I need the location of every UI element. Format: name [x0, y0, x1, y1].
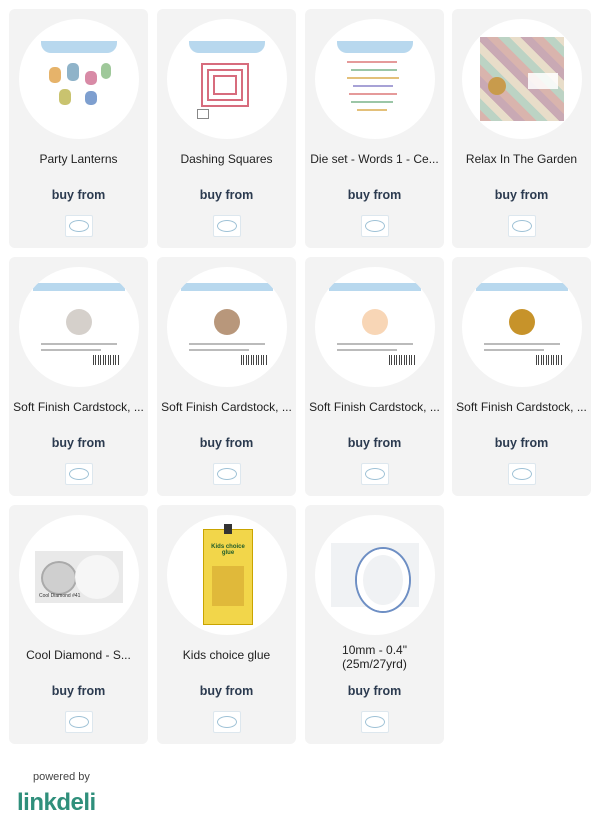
- product-title[interactable]: Die set - Words 1 - Ce...: [310, 152, 439, 166]
- barcode-icon: [241, 355, 267, 365]
- product-image[interactable]: [19, 19, 139, 139]
- store-logo-icon[interactable]: [361, 463, 389, 485]
- store-logo-icon[interactable]: [361, 215, 389, 237]
- buy-from-link[interactable]: buy from: [51, 188, 106, 202]
- color-swatch: [214, 309, 240, 335]
- barcode-icon: [536, 355, 562, 365]
- product-image[interactable]: [462, 267, 582, 387]
- color-swatch: [509, 309, 535, 335]
- store-logo-icon[interactable]: [65, 215, 93, 237]
- color-swatch: [362, 309, 388, 335]
- product-title[interactable]: Dashing Squares: [180, 152, 273, 166]
- product-card[interactable]: [157, 9, 296, 248]
- cardstock-label-bar: [33, 283, 125, 291]
- paper-pad-cover: [480, 37, 564, 121]
- product-title[interactable]: Relax In The Garden: [465, 152, 578, 166]
- product-card[interactable]: [157, 505, 296, 744]
- buy-from-link[interactable]: buy from: [199, 684, 254, 698]
- glue-package: [203, 529, 253, 625]
- product-card[interactable]: [9, 9, 148, 248]
- barcode-icon: [389, 355, 415, 365]
- product-image[interactable]: [462, 19, 582, 139]
- powered-by-label: powered by: [33, 771, 90, 783]
- tape-photo: [331, 543, 419, 607]
- product-title[interactable]: Soft Finish Cardstock, ...: [161, 400, 292, 414]
- buy-from-link[interactable]: buy from: [199, 188, 254, 202]
- product-card[interactable]: [157, 257, 296, 496]
- buy-from-link[interactable]: buy from: [51, 436, 106, 450]
- linkdeli-logo[interactable]: linkdeli: [17, 789, 96, 816]
- product-image[interactable]: [167, 515, 287, 635]
- store-logo-icon[interactable]: [508, 215, 536, 237]
- product-card[interactable]: [452, 257, 591, 496]
- product-card[interactable]: [305, 505, 444, 744]
- product-card[interactable]: [305, 9, 444, 248]
- cardstock-label-bar: [476, 283, 568, 291]
- product-title[interactable]: Soft Finish Cardstock, ...: [456, 400, 587, 414]
- store-logo-icon[interactable]: [213, 463, 241, 485]
- product-image[interactable]: [315, 515, 435, 635]
- buy-from-link[interactable]: buy from: [199, 436, 254, 450]
- square-die-pack: [189, 41, 265, 121]
- product-title[interactable]: Kids choice glue: [182, 648, 271, 662]
- buy-from-link[interactable]: buy from: [347, 188, 402, 202]
- product-card[interactable]: [305, 257, 444, 496]
- product-card[interactable]: [452, 9, 591, 248]
- cardstock-label-bar: [181, 283, 273, 291]
- product-image[interactable]: [315, 267, 435, 387]
- cardstock-label-bar: [329, 283, 421, 291]
- product-title[interactable]: 10mm - 0.4" (25m/27yrd): [342, 643, 407, 671]
- buy-from-link[interactable]: buy from: [347, 436, 402, 450]
- product-card[interactable]: [9, 505, 148, 744]
- product-card[interactable]: [9, 257, 148, 496]
- buy-from-link[interactable]: buy from: [494, 188, 549, 202]
- buy-from-link[interactable]: buy from: [347, 684, 402, 698]
- store-logo-icon[interactable]: [65, 711, 93, 733]
- product-title[interactable]: Soft Finish Cardstock, ...: [13, 400, 144, 414]
- store-logo-icon[interactable]: [65, 463, 93, 485]
- buy-from-link[interactable]: buy from: [494, 436, 549, 450]
- cloud-header: [189, 41, 265, 53]
- glue-label: Kids choice glue: [211, 544, 245, 556]
- color-swatch: [66, 309, 92, 335]
- product-title[interactable]: Cool Diamond - S...: [26, 648, 131, 662]
- cloud-header: [337, 41, 413, 53]
- store-logo-icon[interactable]: [361, 711, 389, 733]
- glitter-photo: [35, 551, 123, 603]
- lantern-die-pack: [41, 41, 117, 121]
- cloud-header: [41, 41, 117, 53]
- store-logo-icon[interactable]: [213, 711, 241, 733]
- buy-from-link[interactable]: buy from: [51, 684, 106, 698]
- product-image[interactable]: [315, 19, 435, 139]
- product-title[interactable]: Party Lanterns: [39, 152, 118, 166]
- barcode-icon: [93, 355, 119, 365]
- product-image[interactable]: [167, 267, 287, 387]
- product-image[interactable]: [19, 267, 139, 387]
- glitter-caption: Cool Diamond #41: [39, 593, 81, 599]
- store-logo-icon[interactable]: [213, 215, 241, 237]
- product-image[interactable]: [19, 515, 139, 635]
- product-title[interactable]: Soft Finish Cardstock, ...: [309, 400, 440, 414]
- words-die-pack: [337, 41, 413, 121]
- store-logo-icon[interactable]: [508, 463, 536, 485]
- product-image[interactable]: [167, 19, 287, 139]
